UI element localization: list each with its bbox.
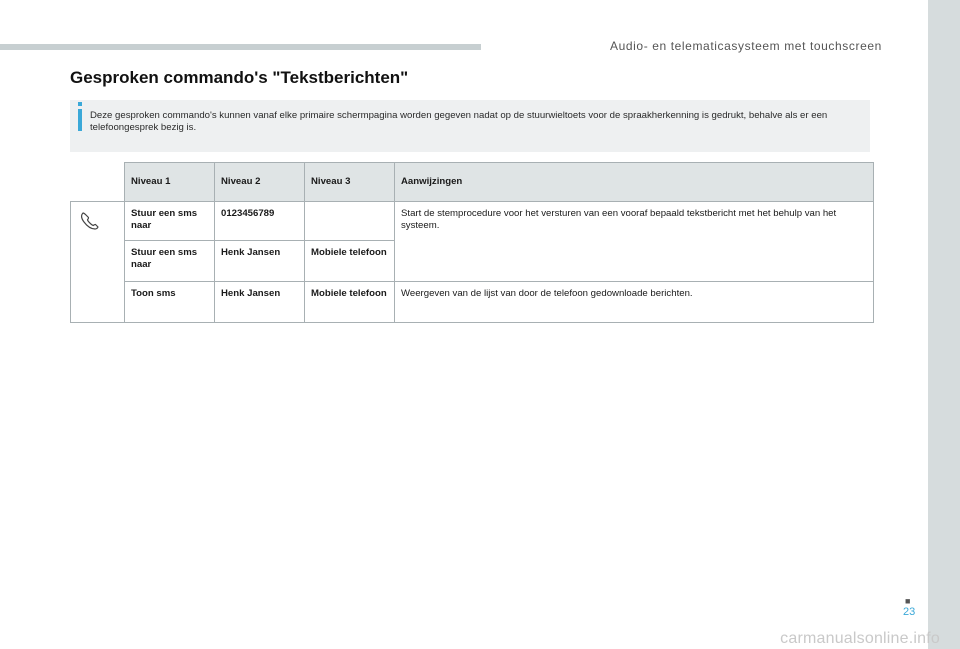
row1-level3 — [305, 202, 395, 241]
info-box — [70, 100, 870, 152]
row3-level3: Mobiele telefoon — [305, 282, 395, 323]
page-title: Gesproken commando's "Tekstberichten" — [70, 68, 409, 87]
table-row — [71, 202, 874, 241]
row1-note: Start de stemprocedure voor het versturen van een vooraf bepaald tekstbericht met het behulp van het systeem. — [395, 202, 874, 282]
page-marker: ■ — [905, 596, 911, 606]
page-edge-strip — [928, 0, 960, 649]
table-row — [71, 282, 874, 323]
header-level-3: Niveau 3 — [305, 163, 395, 202]
row1-level1: Stuur een sms naar — [125, 202, 215, 241]
row2-level3: Mobiele telefoon — [305, 241, 395, 282]
row2-level1: Stuur een sms naar — [125, 241, 215, 282]
row1-level2: 0123456789 — [215, 202, 305, 241]
row3-level2: Henk Jansen — [215, 282, 305, 323]
row2-level2: Henk Jansen — [215, 241, 305, 282]
running-header: Audio- en telematicasysteem met touchscreen — [610, 39, 882, 53]
header-level-2: Niveau 2 — [215, 163, 305, 202]
row3-note: Weergeven van de lijst van door de telefoon gedownloade berichten. — [395, 282, 874, 323]
header-icon-column — [71, 163, 125, 202]
row-icon-cell — [71, 202, 125, 323]
table-header-row — [71, 163, 874, 202]
header-notes: Aanwijzingen — [395, 163, 874, 202]
row3-level1: Toon sms — [125, 282, 215, 323]
info-text: Deze gesproken commando's kunnen vanaf elke primaire schermpagina worden gegeven nadat op de stuurwieltoets voor de spraakherkenning is gedrukt, behalve als er een telefoongesprek bezig is. — [90, 110, 828, 133]
header-rule — [0, 44, 481, 50]
voice-command-table — [70, 162, 874, 323]
page-number: 23 — [903, 606, 916, 618]
phone-icon — [77, 208, 103, 234]
header-level-1: Niveau 1 — [125, 163, 215, 202]
watermark: carmanualsonline.info — [780, 630, 940, 647]
